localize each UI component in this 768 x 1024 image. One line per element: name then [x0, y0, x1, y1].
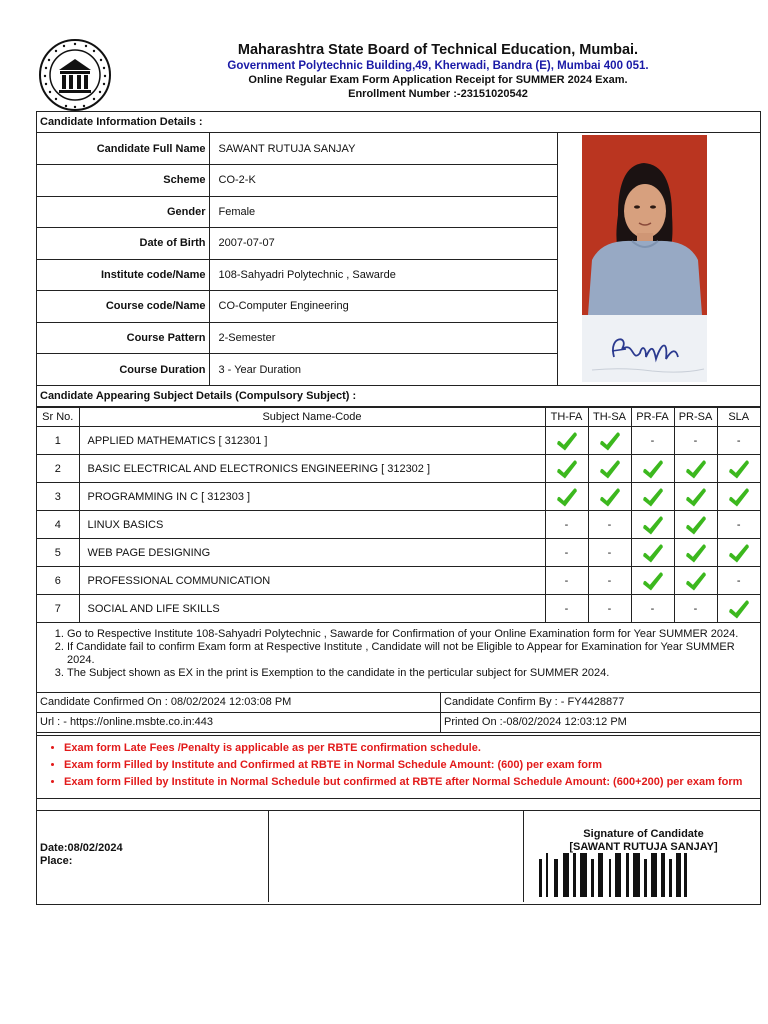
green-check-icon: [642, 487, 664, 507]
subject-mark-cell: [631, 567, 674, 595]
board-name: Maharashtra State Board of Technical Education, Mumbai.: [237, 42, 639, 58]
subject-mark-cell: [674, 455, 717, 483]
barcode-icon: [537, 853, 689, 897]
subject-mark-dash: -: [631, 427, 674, 455]
confirmed-by: Candidate Confirm By : - FY4428877: [444, 696, 625, 708]
subject-mark-cell: [588, 427, 631, 455]
subject-mark-cell: [717, 483, 760, 511]
table-row: [37, 511, 760, 539]
date-text: Date:08/02/2024: [40, 842, 123, 854]
subject-mark-cell: [674, 483, 717, 511]
candidate-info-table: [37, 133, 558, 385]
subjects-header-cell: SLA: [717, 408, 760, 427]
table-row: [37, 455, 760, 483]
subjects-header-cell: PR-SA: [674, 408, 717, 427]
info-label: Institute code/Name: [37, 259, 209, 291]
green-check-icon: [556, 459, 578, 479]
subject-mark-cell: [545, 483, 588, 511]
info-row: [37, 291, 558, 323]
subject-mark-dash: -: [717, 427, 760, 455]
green-check-icon: [685, 543, 707, 563]
place-text: Place:: [40, 855, 73, 867]
info-value: SAWANT RUTUJA SANJAY: [209, 133, 558, 165]
subject-mark-cell: [631, 455, 674, 483]
signature-name: [SAWANT RUTUJA SANJAY]: [569, 841, 718, 853]
subject-mark-dash: -: [588, 511, 631, 539]
subject-mark-dash: -: [545, 595, 588, 623]
subjects-header-cell: PR-FA: [631, 408, 674, 427]
subject-name: SOCIAL AND LIFE SKILLS: [79, 595, 545, 623]
table-row: [37, 483, 760, 511]
url-text: Url : - https://online.msbte.co.in:443: [37, 713, 441, 732]
green-check-icon: [642, 459, 664, 479]
info-value: CO-Computer Engineering: [209, 291, 558, 323]
subject-sr-no: 3: [37, 483, 79, 511]
info-value: Female: [209, 196, 558, 228]
green-check-icon: [556, 487, 578, 507]
table-row: [37, 539, 760, 567]
subject-mark-dash: -: [631, 595, 674, 623]
info-value: 3 - Year Duration: [209, 354, 558, 386]
msbte-logo-icon: [36, 38, 114, 112]
subject-mark-dash: -: [588, 539, 631, 567]
subjects-header-cell: Sr No.: [37, 408, 79, 427]
subject-mark-dash: -: [588, 567, 631, 595]
subject-mark-dash: -: [588, 595, 631, 623]
info-row: [37, 196, 558, 228]
header-text: [116, 42, 760, 101]
green-check-icon: [556, 431, 578, 451]
info-label: Scheme: [37, 165, 209, 197]
info-label: Candidate Full Name: [37, 133, 209, 165]
green-check-icon: [728, 487, 750, 507]
subject-mark-dash: -: [545, 567, 588, 595]
subject-mark-cell: [631, 511, 674, 539]
fees-list: [37, 735, 760, 799]
subject-mark-cell: [545, 455, 588, 483]
green-check-icon: [728, 543, 750, 563]
subject-mark-dash: -: [717, 511, 760, 539]
receipt-header: [36, 38, 760, 110]
green-check-icon: [728, 599, 750, 619]
subject-mark-dash: -: [674, 427, 717, 455]
blank-cell: [269, 811, 524, 902]
green-check-icon: [728, 459, 750, 479]
subject-sr-no: 5: [37, 539, 79, 567]
green-check-icon: [599, 431, 621, 451]
candidate-photo: [582, 135, 707, 382]
signature-title: Signature of Candidate: [583, 828, 704, 840]
subject-mark-dash: -: [545, 511, 588, 539]
table-row: [37, 427, 760, 455]
subjects-header-cell: TH-FA: [545, 408, 588, 427]
subject-sr-no: 1: [37, 427, 79, 455]
receipt-title: Online Regular Exam Form Application Receipt for SUMMER 2024 Exam.: [248, 74, 628, 86]
green-check-icon: [685, 487, 707, 507]
subject-mark-cell: [717, 455, 760, 483]
instruction-item: 1. Go to Respective Institute 108-Sahyadri Polytechnic , Sawarde for Confirmation of your Online Examination form for Year SUMMER 2024.: [67, 628, 752, 641]
subject-mark-dash: -: [545, 539, 588, 567]
info-row: [37, 354, 558, 386]
info-value: 108-Sahyadri Polytechnic , Sawarde: [209, 259, 558, 291]
info-label: Gender: [37, 196, 209, 228]
subject-sr-no: 6: [37, 567, 79, 595]
info-row: [37, 165, 558, 197]
green-check-icon: [642, 515, 664, 535]
signature-area: [37, 810, 760, 902]
subject-mark-cell: [674, 539, 717, 567]
instruction-item: 2. If Candidate fail to confirm Exam form at Respective Institute , Candidate will not be Eligible to Appear for Examination for Year SUMMER 2024.: [67, 641, 752, 667]
subjects-header-cell: TH-SA: [588, 408, 631, 427]
subject-name: BASIC ELECTRICAL AND ELECTRONICS ENGINEERING [ 312302 ]: [79, 455, 545, 483]
info-row: [37, 322, 558, 354]
info-label: Course Duration: [37, 354, 209, 386]
subject-mark-cell: [588, 483, 631, 511]
subject-mark-cell: [674, 511, 717, 539]
subject-name: APPLIED MATHEMATICS [ 312301 ]: [79, 427, 545, 455]
green-check-icon: [685, 515, 707, 535]
candidate-photo-image: [582, 135, 707, 382]
instructions-list: [37, 623, 760, 693]
green-check-icon: [685, 459, 707, 479]
instruction-item: 3. The Subject shown as EX in the print is Exemption to the candidate in the perticular subject for SUMMER 2024.: [67, 667, 752, 680]
green-check-icon: [599, 487, 621, 507]
subject-mark-cell: [674, 567, 717, 595]
subject-name: LINUX BASICS: [79, 511, 545, 539]
confirmed-on: Candidate Confirmed On : 08/02/2024 12:03:08 PM: [37, 693, 441, 712]
subject-mark-cell: [588, 455, 631, 483]
subject-sr-no: 4: [37, 511, 79, 539]
info-row: [37, 259, 558, 291]
subject-mark-dash: -: [717, 567, 760, 595]
candidate-section-title: Candidate Information Details :: [37, 112, 760, 133]
subject-mark-cell: [717, 539, 760, 567]
green-check-icon: [599, 459, 621, 479]
info-label: Course code/Name: [37, 291, 209, 323]
meta-row-url: [37, 713, 760, 733]
signature-label: [527, 828, 760, 854]
info-label: Date of Birth: [37, 228, 209, 260]
green-check-icon: [685, 571, 707, 591]
subject-name: PROFESSIONAL COMMUNICATION: [79, 567, 545, 595]
fee-item: • Exam form Late Fees /Penalty is applicable as per RBTE confirmation schedule.: [64, 741, 752, 756]
green-check-icon: [642, 571, 664, 591]
table-row: [37, 567, 760, 595]
info-value: 2007-07-07: [209, 228, 558, 260]
subjects-section-title: Candidate Appearing Subject Details (Compulsory Subject) :: [37, 386, 760, 407]
subject-sr-no: 2: [37, 455, 79, 483]
date-place: [40, 842, 123, 868]
subject-mark-cell: [545, 427, 588, 455]
subject-mark-cell: [631, 539, 674, 567]
subjects-table: [37, 407, 760, 623]
info-value: 2-Semester: [209, 322, 558, 354]
enrollment-number: Enrollment Number :-23151020542: [348, 88, 528, 100]
table-row: [37, 595, 760, 623]
green-check-icon: [642, 543, 664, 563]
printed-on: Printed On :-08/02/2024 12:03:12 PM: [444, 716, 627, 728]
fee-item: • Exam form Filled by Institute in Normal Schedule but confirmed at RBTE after Normal Schedule Amount: (600+200) per exam form: [64, 775, 752, 790]
subjects-header-cell: Subject Name-Code: [79, 408, 545, 427]
meta-row-confirmation: [37, 693, 760, 713]
info-value: CO-2-K: [209, 165, 558, 197]
info-label: Course Pattern: [37, 322, 209, 354]
subject-mark-cell: [631, 483, 674, 511]
board-address: Government Polytechnic Building,49, Kherwadi, Bandra (E), Mumbai 400 051.: [227, 60, 649, 72]
info-row: [37, 228, 558, 260]
subject-mark-dash: -: [674, 595, 717, 623]
subject-mark-cell: [717, 595, 760, 623]
subject-name: WEB PAGE DESIGNING: [79, 539, 545, 567]
subject-name: PROGRAMMING IN C [ 312303 ]: [79, 483, 545, 511]
info-row: [37, 133, 558, 165]
fee-item: • Exam form Filled by Institute and Confirmed at RBTE in Normal Schedule Amount: (600) per exam form: [64, 758, 752, 773]
subject-sr-no: 7: [37, 595, 79, 623]
